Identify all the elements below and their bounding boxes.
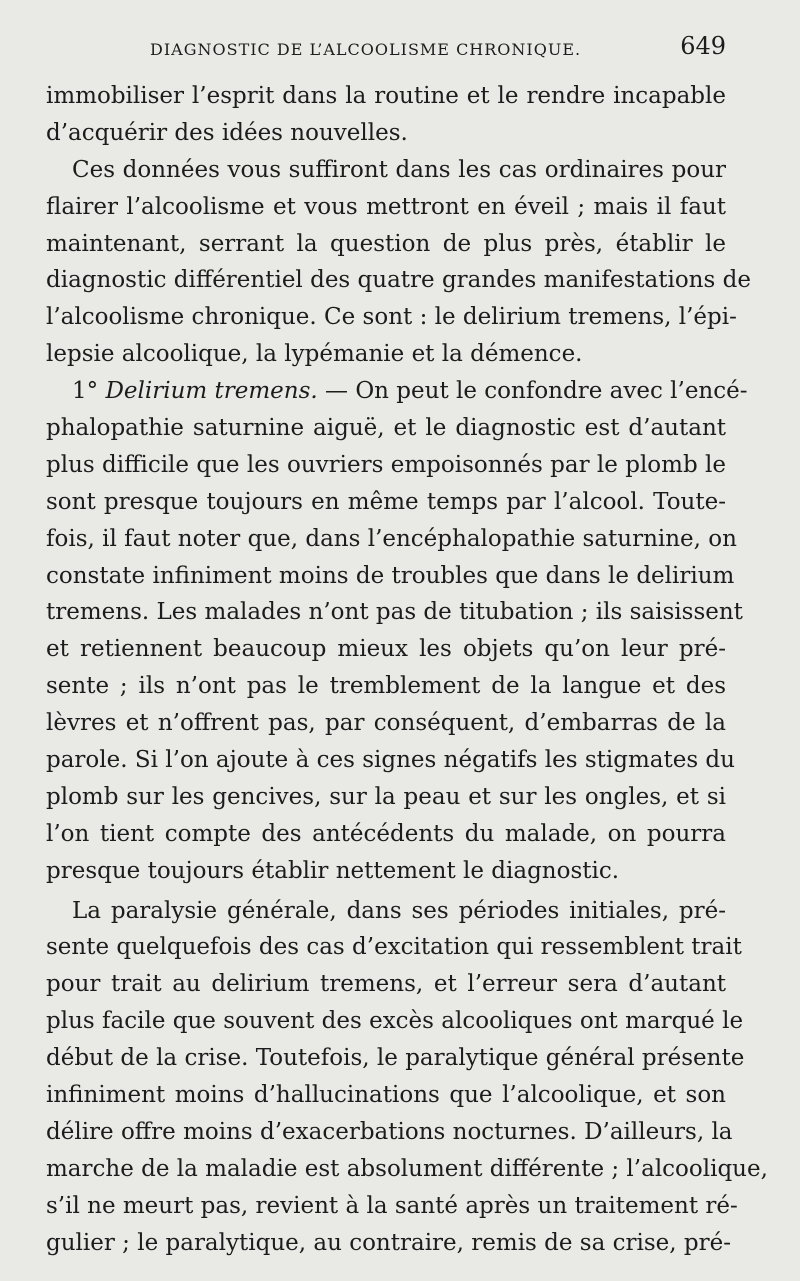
text-line: maintenant, serrant la question de plus près, établir le [46, 230, 726, 257]
text-line: flairer l’alcoolisme et vous mettront en éveil ; mais il faut [46, 193, 726, 220]
body-text [46, 78, 768, 1262]
text-line: parole. Si l’on ajoute à ces signes négatifs les stigmates du [46, 747, 735, 774]
section-heading-line [46, 373, 748, 410]
text-line: plus difficile que les ouvriers empoisonnés par le plomb le [46, 451, 726, 478]
text-line: presque toujours établir nettement le diagnostic. [46, 857, 620, 884]
text-line: plomb sur les gencives, sur la peau et sur les ongles, et si [46, 783, 726, 810]
text-line: plus facile que souvent des excès alcooliques ont marqué le [46, 1008, 744, 1035]
text-line: sente quelquefois des cas d’excitation qui ressemblent trait [46, 934, 742, 961]
text-line: sont presque toujours en même temps par l’alcool. Toute- [46, 488, 726, 515]
text-line: s’il ne meurt pas, revient à la santé après un traitement ré- [46, 1192, 738, 1219]
text-line: gulier ; le paralytique, au contraire, remis de sa crise, pré- [46, 1229, 732, 1256]
running-title: DIAGNOSTIC DE L’ALCOOLISME CHRONIQUE. [150, 40, 582, 59]
text-line: d’acquérir des idées nouvelles. [46, 119, 408, 146]
text-line: phalopathie saturnine aiguë, et le diagnostic est d’autant [46, 415, 726, 442]
text-line: délire offre moins d’exacerbations nocturnes. D’ailleurs, la [46, 1118, 733, 1145]
text-line: début de la crise. Toutefois, le paralytique général présente [46, 1045, 745, 1072]
text-line: l’alcoolisme chronique. Ce sont : le delirium tremens, l’épi- [46, 304, 737, 331]
text-line: l’on tient compte des antécédents du malade, on pourra [46, 820, 726, 847]
text-line: sente ; ils n’ont pas le tremblement de la langue et des [46, 673, 726, 700]
page-header [46, 32, 726, 72]
text-line: La paralysie générale, dans ses périodes initiales, pré- [72, 897, 726, 924]
page-number: 649 [680, 32, 726, 60]
text-line: immobiliser l’esprit dans la routine et le rendre incapable [46, 83, 726, 109]
text-line: fois, il faut noter que, dans l’encéphalopathie saturnine, on [46, 525, 737, 552]
text-fragment: — On peut le confondre avec l’encé- [317, 378, 748, 405]
text-line: constate infiniment moins de troubles que dans le delirium [46, 562, 735, 589]
text-line: pour trait au delirium tremens, et l’erreur sera d’autant [46, 971, 726, 998]
text-line: lèvres et n’offrent pas, par conséquent, d’embarras de la [46, 710, 726, 737]
section-title: Delirium tremens. [105, 378, 318, 405]
text-line: et retiennent beaucoup mieux les objets qu’on leur pré- [46, 636, 726, 663]
text-line: infiniment moins d’hallucinations que l’alcoolique, et son [46, 1082, 726, 1109]
text-line: diagnostic différentiel des quatre grandes manifestations de [46, 267, 751, 294]
text-line: marche de la maladie est absolument différente ; l’alcoolique, [46, 1155, 768, 1182]
text-line: tremens. Les malades n’ont pas de titubation ; ils saisissent [46, 599, 743, 626]
text-line: lepsie alcoolique, la lypémanie et la démence. [46, 341, 583, 368]
text-line: Ces données vous suffiront dans les cas ordinaires pour [72, 156, 726, 183]
section-number: 1° [72, 378, 99, 405]
